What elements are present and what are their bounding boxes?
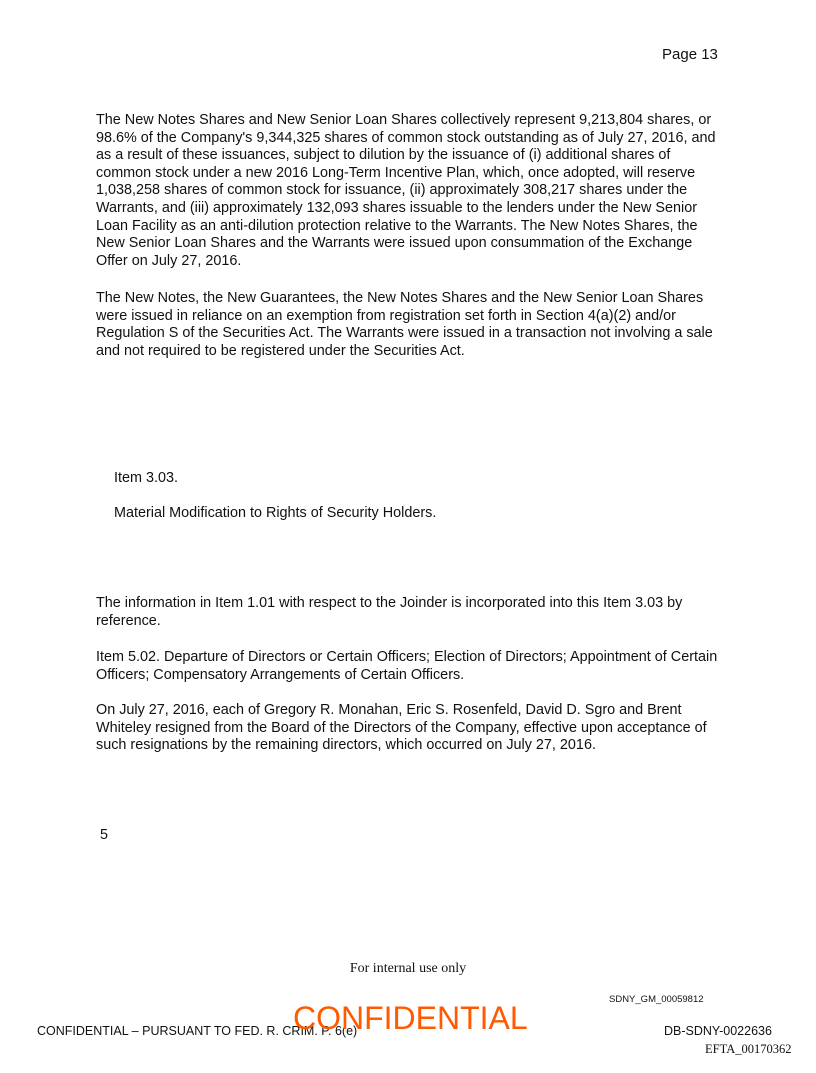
paragraph-shares-issued: The New Notes Shares and New Senior Loan Shares collectively represent 9,213,804 shares, or 98.6% of the Company's 9,344,325 shares of common stock outstanding as of July 27, 2016, and as a result of these issuances, subject to dilution by the issuance of (i) additional shares of common stock under a new 2016 Long-Term Incentive Plan, which, once adopted, will reserve 1,038,258 shares of common stock for issuance, (ii) approximately 308,217 shares under the Warrants, and (iii) approximately 132,093 shares issuable to the lenders under the New Senior Loan Facility as an anti-dilution protection relative to the Warrants. The New Notes Shares, the New Senior Loan Shares and the Warrants were issued upon consummation of the Exchange Offer on July 27, 2016. <box>96 112 716 269</box>
internal-use-notice: For internal use only <box>349 961 467 976</box>
bates-number-db: DB-SDNY-0022636 <box>664 1024 772 1038</box>
inner-page-number: 5 <box>100 827 109 843</box>
paragraph-securities-exemption: The New Notes, the New Guarantees, the New Notes Shares and the New Senior Loan Shares were issued in reliance on an exemption from registration set forth in Section 4(a)(2) and/or Regulation S of the Securities Act. The Warrants were issued in a transaction not involving a sale and not required to be registered under the Securities Act. <box>96 290 713 359</box>
confidential-stamp: CONFIDENTIAL <box>293 1000 528 1036</box>
paragraph-joinder-reference: The information in Item 1.01 with respect to the Joinder is incorporated into this Item 3.03 by reference. <box>96 595 683 629</box>
item-303-number: Item 3.03. <box>114 470 178 486</box>
confidential-legend: CONFIDENTIAL – PURSUANT TO FED. R. CRIM. P. 6(e) <box>37 1024 358 1038</box>
paragraph-director-resignations: On July 27, 2016, each of Gregory R. Monahan, Eric S. Rosenfeld, David D. Sgro and Brent Whiteley resigned from the Board of the Directors of the Company, effective upon acceptance of such resignations by the remaining directors, which occurred on July 27, 2016. <box>96 702 707 754</box>
item-502-heading: Item 5.02. Departure of Directors or Certain Officers; Election of Directors; Appointment of Certain Officers; Compensatory Arrangements of Certain Officers. <box>96 649 718 683</box>
bates-number-efta: EFTA_00170362 <box>705 1042 792 1056</box>
page-number-header: Page 13 <box>662 46 718 63</box>
item-303-title: Material Modification to Rights of Security Holders. <box>114 505 437 521</box>
bates-number-sdny-gm: SDNY_GM_00059812 <box>609 994 704 1005</box>
